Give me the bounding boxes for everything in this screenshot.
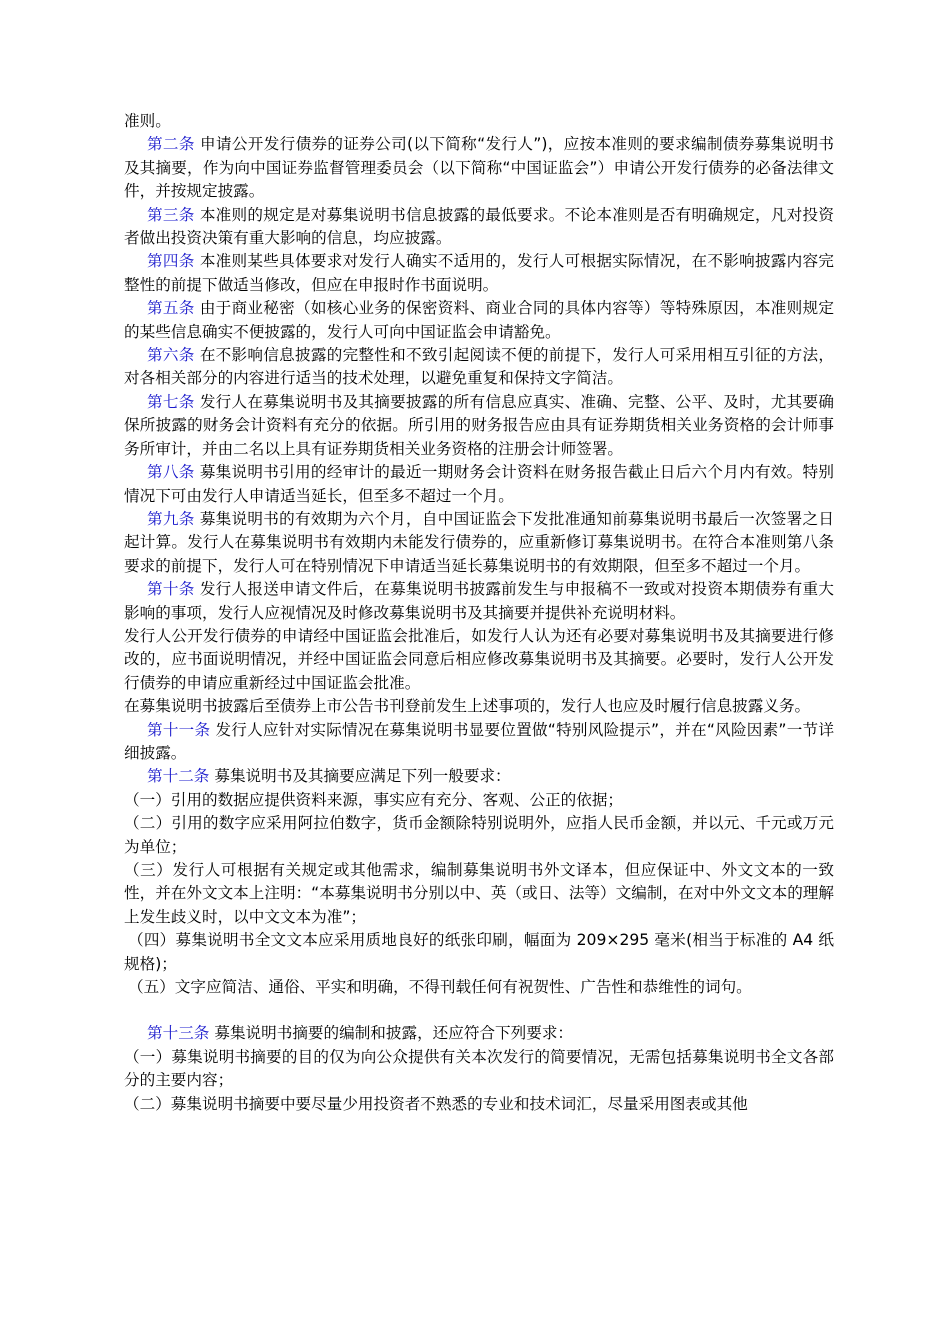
- article-5: [124, 297, 834, 344]
- article-label: 第四条: [147, 252, 195, 271]
- article-label: 第十二条: [147, 767, 210, 786]
- article-13: [124, 1022, 834, 1045]
- article-12-item-3: （三）发行人可根据有关规定或其他需求，编制募集说明书外文译本，但应保证中、外文文本的一致性，并在外文文本上注明：“本募集说明书分别以中、英（或日、法等）文编制，在对中外文文本的理解上发生歧义时，以中文文本为准”；: [124, 861, 834, 926]
- article-12: [124, 765, 834, 788]
- article-text: 发行人报送申请文件后，在募集说明书披露前发生与申报稿不一致或对投资本期债券有重大影响的事项，发行人应视情况及时修改募集说明书及其摘要并提供补充说明材料。: [124, 580, 834, 622]
- article-text: 本准则的规定是对募集说明书信息披露的最低要求。不论本准则是否有明确规定，凡对投资者做出投资决策有重大影响的信息，均应披露。: [124, 205, 834, 248]
- article-label: 第十条: [147, 580, 195, 599]
- article-label: 第三条: [147, 205, 195, 224]
- article-text: 发行人应针对实际情况在募集说明书显要位置做“特别风险提示”，并在“风险因素”一节详细披露。: [124, 720, 834, 762]
- article-9: [124, 508, 834, 578]
- document-page: [124, 110, 834, 1116]
- article-text: 本准则某些具体要求对发行人确实不适用的，发行人可根据实际情况，在不影响披露内容完整性的前提下做适当修改，但应在申报时作书面说明。: [124, 252, 834, 294]
- article-10-paragraph-2: 发行人公开发行债券的申请经中国证监会批准后，如发行人认为还有必要对募集说明书及其摘要进行修改的，应书面说明情况，并经中国证监会同意后相应修改募集说明书及其摘要。必要时，发行人公开发行债券的申请应重新经过中国证监会批准。: [124, 626, 834, 692]
- article-8: [124, 461, 834, 508]
- article-12-item-1: （一）引用的数据应提供资料来源，事实应有充分、客观、公正的依据；: [124, 790, 624, 809]
- article-3: [124, 204, 834, 251]
- article-text: 发行人在募集说明书及其摘要披露的所有信息应真实、准确、完整、公平、及时，尤其要确保所披露的财务会计资料有充分的依据。所引用的财务报告应由具有证券期货相关业务资格的会计师事务所审计，并由二名以上具有证券期货相关业务资格的注册会计师签署。: [124, 392, 834, 458]
- continuation-text: 准则。: [124, 112, 171, 130]
- article-label: 第九条: [147, 509, 195, 528]
- article-label: 第七条: [147, 392, 195, 411]
- article-label: 第八条: [147, 463, 195, 482]
- article-text: 募集说明书及其摘要应满足下列一般要求：: [209, 767, 511, 786]
- article-text: 由于商业秘密（如核心业务的保密资料、商业合同的具体内容等）等特殊原因，本准则规定的某些信息确实不便披露的，发行人可向中国证监会申请豁免。: [124, 299, 834, 341]
- article-6: [124, 344, 834, 391]
- article-label: 第五条: [147, 299, 195, 318]
- article-text: 募集说明书的有效期为六个月，自中国证监会下发批准通知前募集说明书最后一次签署之日起计算。发行人在募集说明书有效期内未能发行债券的，应重新修订募集说明书。在符合本准则第八条要求的前提下，发行人可在特别情况下申请适当延长募集说明书的有效期限，但至多不超过一个月。: [124, 509, 834, 575]
- article-label: 第二条: [147, 135, 195, 154]
- article-label: 第十三条: [147, 1024, 210, 1043]
- article-12-item-2: （二）引用的数字应采用阿拉伯数字，货币金额除特别说明外，应指人民币金额，并以元、千元或万元为单位；: [124, 814, 834, 856]
- article-10-paragraph-3: 在募集说明书披露后至债券上市公告书刊登前发生上述事项的，发行人也应及时履行信息披露义务。: [124, 697, 811, 716]
- article-7: [124, 391, 834, 461]
- article-label: 第六条: [147, 346, 195, 365]
- article-text: 募集说明书引用的经审计的最近一期财务会计资料在财务报告截止日后六个月内有效。特别情况下可由发行人申请适当延长，但至多不超过一个月。: [124, 463, 834, 505]
- article-label: 第十一条: [147, 720, 211, 739]
- article-13-item-1: （一）募集说明书摘要的目的仅为向公众提供有关本次发行的简要情况，无需包括募集说明书全文各部分的主要内容；: [124, 1047, 834, 1090]
- paragraph-spacer: [124, 999, 834, 1022]
- article-13-item-2: （二）募集说明书摘要中要尽量少用投资者不熟悉的专业和技术词汇，尽量采用图表或其他: [124, 1094, 748, 1113]
- article-10: [124, 578, 834, 625]
- article-text: 募集说明书摘要的编制和披露，还应符合下列要求：: [209, 1024, 574, 1043]
- article-text: 申请公开发行债券的证券公司(以下简称“发行人”)，应按本准则的要求编制债券募集说明书及其摘要，作为向中国证券监督管理委员会（以下简称“中国证监会”）申请公开发行债券的必备法律文件，并按规定披露。: [124, 135, 834, 201]
- article-text: 在不影响信息披露的完整性和不致引起阅读不便的前提下，发行人可采用相互引征的方法，对各相关部分的内容进行适当的技术处理，以避免重复和保持文字简洁。: [124, 346, 834, 388]
- article-4: [124, 250, 834, 297]
- article-11: [124, 719, 834, 766]
- article-12-item-4: （四）募集说明书全文文本应采用质地良好的纸张印刷，幅面为 209×295 毫米(相当于标准的 A4 纸规格)；: [124, 931, 834, 973]
- article-2: [124, 133, 834, 203]
- article-12-item-5: （五）文字应简洁、通俗、平实和明确，不得刊载任何有祝贺性、广告性和恭维性的词句。: [128, 978, 752, 997]
